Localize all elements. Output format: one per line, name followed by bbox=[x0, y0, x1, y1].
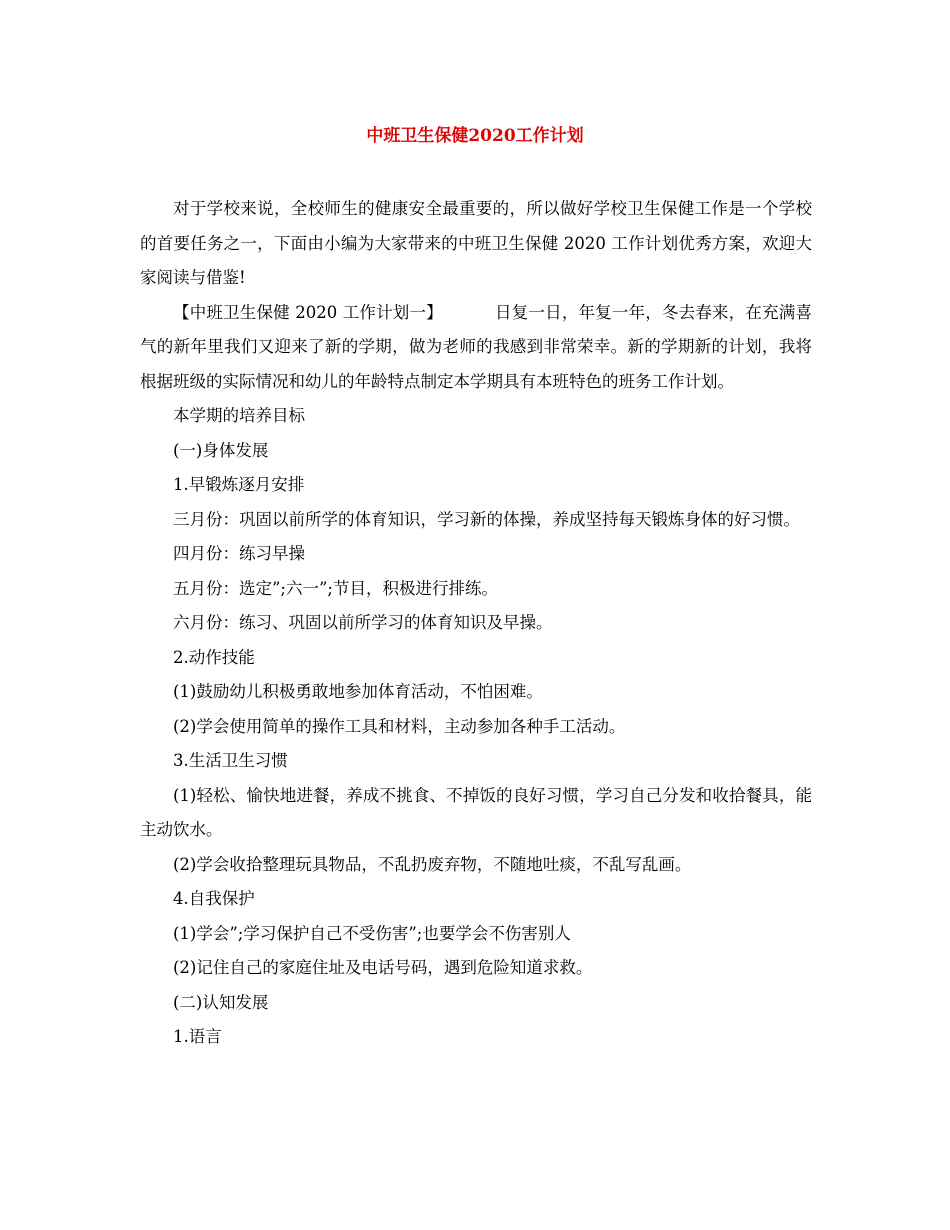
section-line: 1.语言 bbox=[173, 1027, 222, 1046]
section-line: 3.生活卫生习惯 bbox=[173, 751, 288, 770]
section-line: (一)身体发展 bbox=[173, 440, 269, 460]
section-line: (二)认知发展 bbox=[173, 992, 269, 1012]
section-line: 4.自我保护 bbox=[173, 889, 255, 908]
section-line: 五月份：选定”;六一”;节目，积极进行排练。 bbox=[173, 578, 498, 598]
section-line: (2)记住自己的家庭住址及电话号码，遇到危险知道求救。 bbox=[173, 958, 593, 977]
section-line: 四月份：练习早操 bbox=[173, 544, 305, 563]
section-line: (1)鼓励幼儿积极勇敢地参加体育活动，不怕困难。 bbox=[173, 682, 543, 701]
section-line: 本学期的培养目标 bbox=[173, 406, 305, 425]
section-line: (2)学会使用简单的操作工具和材料，主动参加各种手工活动。 bbox=[173, 716, 626, 736]
plan-one-heading: 【中班卫生保健 2020 工作计划一】 bbox=[173, 302, 443, 322]
plan-one-text: 日复一日，年复一年，冬去春来，在充满喜气的新年里我们又迎来了新的学期，做为老师的我感到非常荣幸。新的学期新的计划，我将根据班级的实际情况和幼儿的年龄特点制定本学期具有本班特色的班务工作计划。 bbox=[140, 302, 813, 391]
document-title: 中班卫生保健2020工作计划 bbox=[366, 126, 584, 146]
section-line: 六月份：练习、巩固以前所学习的体育知识及早操。 bbox=[173, 613, 553, 632]
intro-paragraph: 对于学校来说，全校师生的健康安全最重要的，所以做好学校卫生保健工作是一个学校的首要任务之一，下面由小编为大家带来的中班卫生保健 2020 工作计划优秀方案，欢迎大家阅读与借鉴! bbox=[140, 199, 812, 287]
section-line: (1)学会”;学习保护自己不受伤害”;也要学会不伤害别人 bbox=[173, 923, 571, 943]
section-line: 1.早锻炼逐月安排 bbox=[173, 475, 305, 494]
section-line: 2.动作技能 bbox=[173, 647, 255, 667]
section-line: 三月份：巩固以前所学的体育知识，学习新的体操，养成坚持每天锻炼身体的好习惯。 bbox=[173, 509, 800, 529]
document-body bbox=[140, 192, 812, 1055]
section-line: (1)轻松、愉快地进餐，养成不挑食、不掉饭的良好习惯，学习自己分发和收拾餐具，能主动饮水。 bbox=[140, 785, 812, 839]
section-line: (2)学会收拾整理玩具物品，不乱扔废弃物，不随地吐痰，不乱写乱画。 bbox=[173, 854, 692, 874]
plan-one-paragraph bbox=[140, 296, 812, 400]
